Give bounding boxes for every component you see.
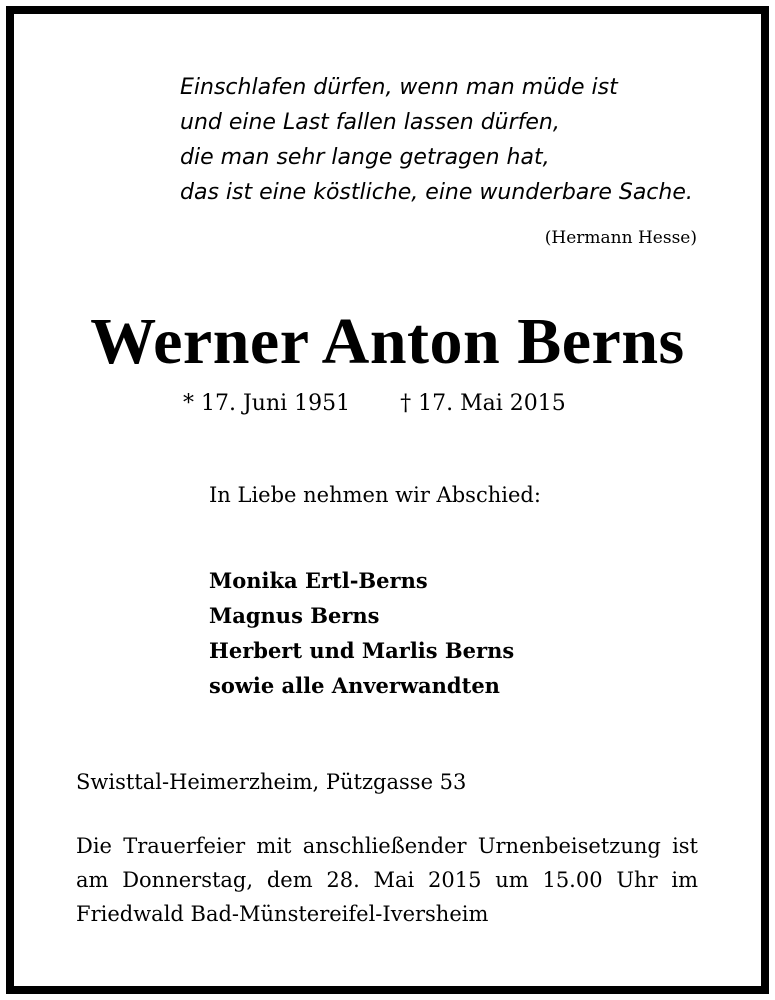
birth-date: * 17. Juni 1951 bbox=[183, 391, 351, 416]
family-list bbox=[209, 563, 514, 703]
poem-line: die man sehr lange getragen hat, bbox=[180, 145, 550, 170]
family-member: Magnus Berns bbox=[209, 603, 380, 628]
address: Swisttal-Heimerzheim, Pützgasse 53 bbox=[76, 770, 467, 794]
poem-quote bbox=[180, 70, 710, 210]
ceremony-line: Die Trauerfeier mit anschließender Urnenbeisetzung ist bbox=[76, 834, 698, 858]
family-member: sowie alle Anverwandten bbox=[209, 673, 500, 698]
deceased-name: Werner Anton Berns bbox=[90, 305, 685, 378]
ceremony-line: Friedwald Bad-Münstereifel-Iversheim bbox=[76, 902, 489, 926]
poem-line: Einschlafen dürfen, wenn man müde ist bbox=[180, 75, 618, 100]
family-member: Herbert und Marlis Berns bbox=[209, 638, 515, 663]
life-dates bbox=[183, 391, 566, 416]
family-member: Monika Ertl-Berns bbox=[209, 568, 428, 593]
ceremony-notice bbox=[76, 829, 698, 931]
poem-author: (Hermann Hesse) bbox=[544, 228, 697, 248]
poem-line: und eine Last fallen lassen dürfen, bbox=[180, 110, 560, 135]
ceremony-line: am Donnerstag, dem 28. Mai 2015 um 15.00 Uhr im bbox=[76, 868, 698, 892]
death-date: † 17. Mai 2015 bbox=[400, 391, 566, 416]
farewell-text: In Liebe nehmen wir Abschied: bbox=[209, 483, 541, 507]
poem-line: das ist eine köstliche, eine wunderbare Sache. bbox=[180, 180, 693, 205]
